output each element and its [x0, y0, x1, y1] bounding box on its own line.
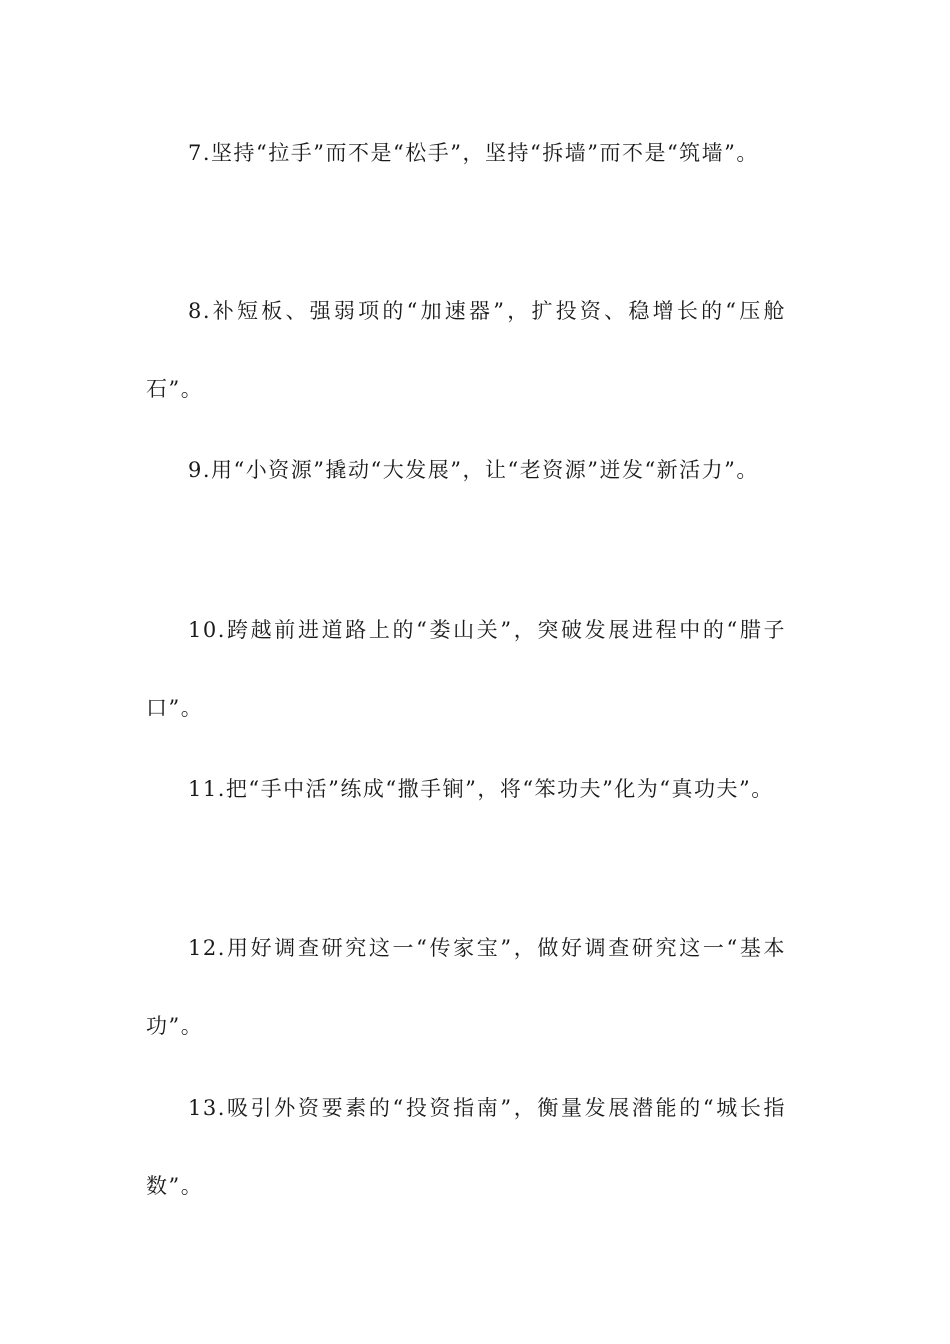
list-item-10: 10.跨越前进道路上的“娄山关”，突破发展进程中的“腊子口”。 — [146, 618, 786, 720]
list-item-13: 13.吸引外资要素的“投资指南”，衡量发展潜能的“城长指数”。 — [146, 1096, 786, 1198]
list-item-11: 11.把“手中活”练成“撒手锏”，将“笨功夫”化为“真功夫”。 — [188, 777, 774, 801]
list-item-12: 12.用好调查研究这一“传家宝”，做好调查研究这一“基本功”。 — [146, 936, 786, 1038]
list-item-7: 7.坚持“拉手”而不是“松手”，坚持“拆墙”而不是“筑墙”。 — [188, 141, 759, 165]
list-item-9: 9.用“小资源”撬动“大发展”，让“老资源”迸发“新活力”。 — [188, 458, 759, 482]
list-item-8: 8.补短板、强弱项的“加速器”，扩投资、稳增长的“压舱石”。 — [146, 299, 786, 401]
